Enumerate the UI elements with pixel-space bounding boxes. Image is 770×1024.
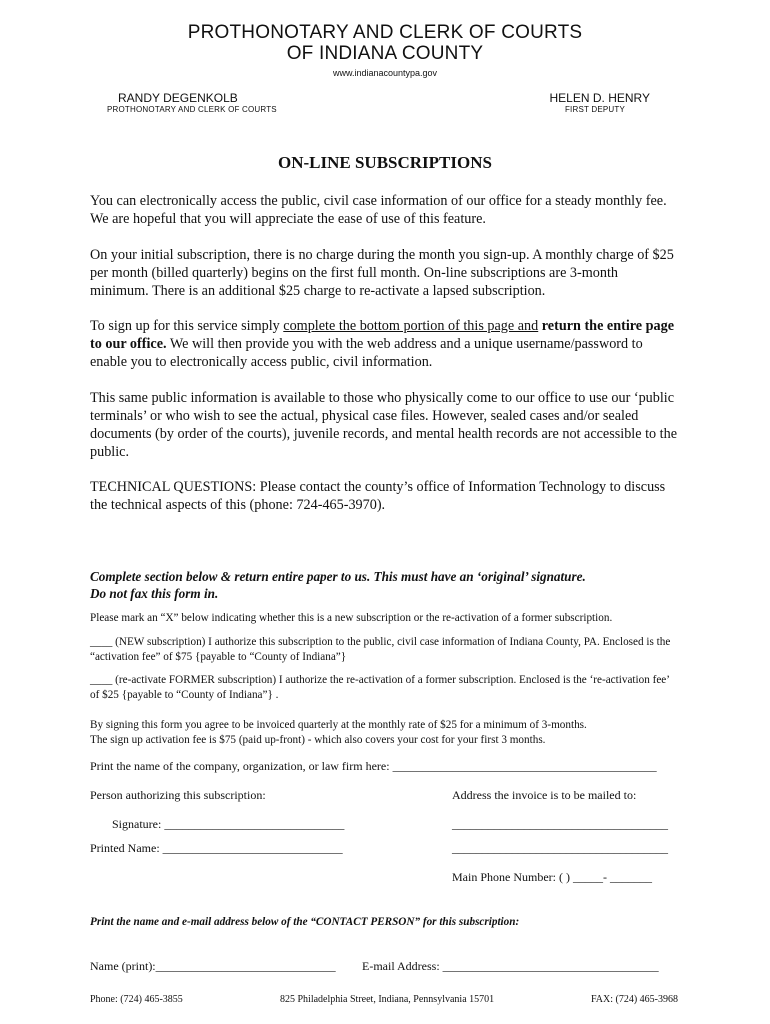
deputy-title: FIRST DEPUTY: [564, 105, 625, 114]
prothonotary-name: RANDY DEGENKOLB: [118, 91, 238, 105]
footer-phone: Phone: (724) 465-3855: [90, 994, 183, 1005]
prothonotary-title: PROTHONOTARY AND CLERK OF COURTS: [107, 105, 277, 114]
new-subscription-option[interactable]: ____ (NEW subscription) I authorize this subscription to the public, civil case information of Indiana County, PA. Enclosed is the “activation fee” of $75 {payable to “County of Indiana”}: [90, 636, 671, 663]
form-instruction-line1: Complete section below & return entire paper to us. This must have an ‘original’ signature.: [90, 569, 586, 584]
contact-name-field[interactable]: Name (print):______________________________: [90, 959, 336, 973]
public-info-paragraph: This same public information is available to those who physically come to our office to use our ‘public terminals’ or who wish to see the actual, physical case files. However, sealed cases and/or sealed documents (by order of the courts), juvenile records, and mental health records are not accessible to the public.: [90, 390, 677, 460]
company-name-field[interactable]: Print the name of the company, organization, or law firm here: ____________________________________________: [90, 759, 657, 773]
signup-bold: return the entire page to our office.: [90, 318, 675, 352]
office-title-line2: OF INDIANA COUNTY: [286, 43, 484, 64]
signup-post: We will then provide you with the web address and a unique username/password to enable you to electronically access public, civil information.: [90, 336, 643, 370]
signup-underlined: complete the bottom portion of this page and: [283, 318, 539, 334]
page-heading: ON-LINE SUBSCRIPTIONS: [278, 153, 492, 172]
mark-instruction: Please mark an “X” below indicating whether this is a new subscription or the re-activation of a former subscription.: [90, 612, 613, 624]
printed-name-field[interactable]: Printed Name: ______________________________: [90, 841, 343, 855]
invoice-address-label: Address the invoice is to be mailed to:: [452, 788, 637, 802]
footer-address: 825 Philadelphia Street, Indiana, Pennsylvania 15701: [280, 994, 495, 1005]
signup-pre: To sign up for this service simply: [90, 318, 284, 334]
contact-person-heading: Print the name and e-mail address below of the “CONTACT PERSON” for this subscription:: [90, 916, 520, 928]
website-link[interactable]: www.indianacountypa.gov: [332, 68, 438, 78]
technical-paragraph: TECHNICAL QUESTIONS: Please contact the county’s office of Information Technology to discuss the technical aspects of this (phone: 724-465-3970).: [90, 479, 666, 513]
deputy-name: HELEN D. HENRY: [549, 91, 650, 105]
reactivate-subscription-option[interactable]: ____ (re-activate FORMER subscription) I authorize the re-activation of a former subscription. Enclosed is the ‘re-activation fee’ of $25 {payable to “County of Indiana”} .: [90, 674, 670, 701]
agreement-line2: The sign up activation fee is $75 (paid up-front) - which also covers your cost for your first 3 months.: [90, 734, 546, 746]
main-phone-field[interactable]: Main Phone Number: ( ) _____- _______: [452, 870, 652, 884]
signature-field[interactable]: Signature: ______________________________: [112, 817, 345, 831]
footer-fax: FAX: (724) 465-3968: [590, 994, 678, 1005]
email-field[interactable]: E-mail Address: ____________________________________: [362, 959, 659, 973]
address-line2-field[interactable]: ____________________________________: [452, 841, 668, 855]
signup-paragraph: [90, 317, 680, 371]
person-authorizing-label: Person authorizing this subscription:: [90, 788, 266, 802]
intro-paragraph: You can electronically access the public, civil case information of our office for a steady monthly fee. We are hopeful that you will appreciate the ease of use of this feature.: [90, 193, 667, 227]
address-line1-field[interactable]: ____________________________________: [452, 817, 668, 831]
form-instruction-line2: Do not fax this form in.: [90, 586, 219, 601]
office-title-line1: PROTHONOTARY AND CLERK OF COURTS: [187, 22, 583, 43]
pricing-paragraph: On your initial subscription, there is no charge during the month you sign-up. A monthly charge of $25 per month (billed quarterly) begins on the first full month. On-line subscriptions are 3-month minimum. There is an additional $25 charge to re-activate a lapsed subscription.: [90, 247, 674, 299]
agreement-line1: By signing this form you agree to be invoiced quarterly at the monthly rate of $25 for a minimum of 3-months.: [90, 719, 587, 731]
